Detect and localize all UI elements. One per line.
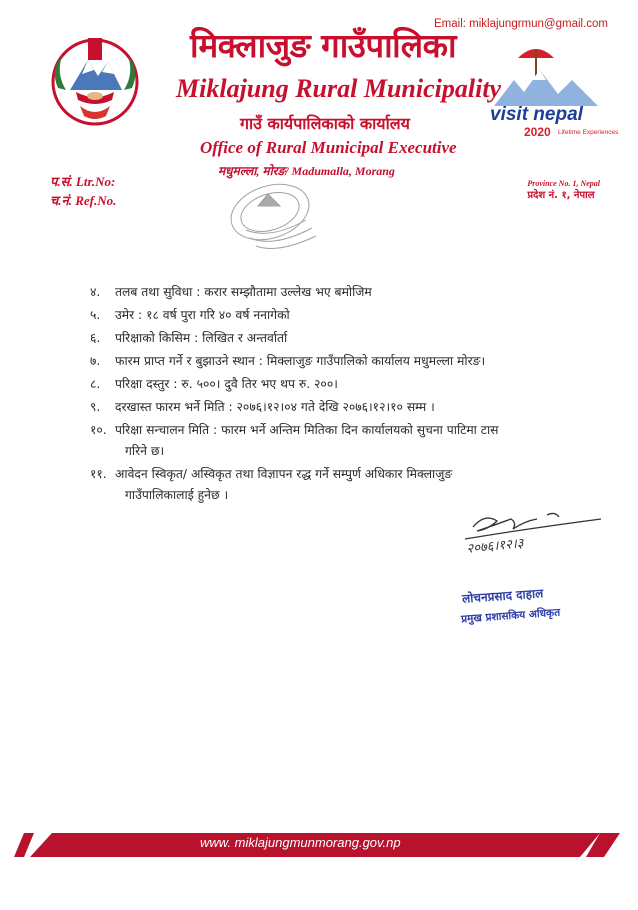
item-text: परिक्षाको किसिम : लिखित र अन्तर्वार्ता <box>115 331 288 345</box>
list-item <box>90 463 560 486</box>
item-number: ८. <box>90 377 101 391</box>
municipality-title-english: Miklajung Rural Municipality <box>176 74 502 103</box>
item-number: ११. <box>90 467 107 481</box>
signatory-title: प्रमुख प्रशासकिय अधिकृत <box>460 606 561 626</box>
list-item <box>90 396 560 419</box>
list-item <box>90 304 560 327</box>
office-stamp <box>226 180 336 260</box>
letter-number-label: प.सं. Ltr.No: <box>50 174 116 189</box>
item-text: उमेर : १८ वर्ष पुरा गरि ४० वर्ष ननागेको <box>115 308 290 322</box>
list-item <box>90 281 560 304</box>
visit-nepal-year: 2020 <box>524 125 551 139</box>
email-address: Email: miklajungrmun@gmail.com <box>434 18 608 30</box>
list-item <box>90 327 560 350</box>
office-address: मधुमल्ला, मोरङ/ Madumalla, Morang <box>218 164 395 178</box>
municipality-title-nepali: मिक्लाजुङ गाउँपालिका <box>190 26 456 65</box>
visit-nepal-tagline: Lifetime Experiences <box>558 129 619 136</box>
visit-nepal-brand: visit nepal <box>490 104 583 125</box>
item-text: तलब तथा सुविधा : करार सम्झौतामा उल्लेख भए बमोजिम <box>115 285 372 299</box>
website-link[interactable]: www. miklajungmunmorang.gov.np <box>200 835 401 850</box>
item-text: परिक्षा सन्चालन मिति : फारम भर्ने अन्तिम मितिका दिन कार्यालयको सुचना पाटिमा टास <box>115 423 499 437</box>
list-item <box>90 419 560 442</box>
reference-labels <box>50 172 116 210</box>
office-title-english: Office of Rural Municipal Executive <box>200 138 457 157</box>
visit-nepal-logo <box>488 40 619 140</box>
signature-date: २०७६।१२।३ <box>465 536 525 557</box>
item-number: ६. <box>90 331 101 345</box>
item-number: ७. <box>90 354 101 368</box>
handwritten-signature <box>455 505 605 565</box>
item-text: परिक्षा दस्तुर : रु. ५००। दुवै तिर भए थप रु. २००। <box>115 377 338 391</box>
office-title-nepali: गाउँ कार्यपालिकाको कार्यालय <box>240 114 410 133</box>
item-number: ५. <box>90 308 101 322</box>
visit-nepal-graphic <box>488 40 619 140</box>
province-block <box>527 178 600 202</box>
province-english: Province No. 1, Nepal <box>527 179 600 188</box>
signatory-name: लोचनप्रसाद दाहाल <box>461 586 544 606</box>
item-number: ९. <box>90 400 101 414</box>
item-text-continued: गरिने छ। <box>125 444 165 458</box>
province-nepali: प्रदेश नं. १, नेपाल <box>527 190 595 201</box>
item-text: आवेदन स्विकृत/ अस्विकृत तथा विज्ञापन रद्ध गर्ने सम्पुर्ण अधिकार मिक्लाजुङ <box>115 467 453 481</box>
list-item <box>90 350 560 373</box>
item-text-continued: गाउँपालिकालाई हुनेछ । <box>125 488 229 502</box>
notice-items-list <box>90 281 560 507</box>
item-number: १०. <box>90 423 107 437</box>
item-text: फारम प्राप्त गर्ने र बुझाउने स्थान : मिक्लाजुङ गाउँपालिको कार्यालय मधुमल्ला मोरङ। <box>115 354 486 368</box>
list-item <box>90 373 560 396</box>
item-text: दरखास्त फारम भर्ने मिति : २०७६।१२।०४ गते देखि २०७६।१२।१० सम्म । <box>115 400 435 414</box>
nepal-emblem-logo <box>40 30 150 130</box>
reference-number-label: च.नं. Ref.No. <box>50 193 117 208</box>
item-number: ४. <box>90 285 101 299</box>
